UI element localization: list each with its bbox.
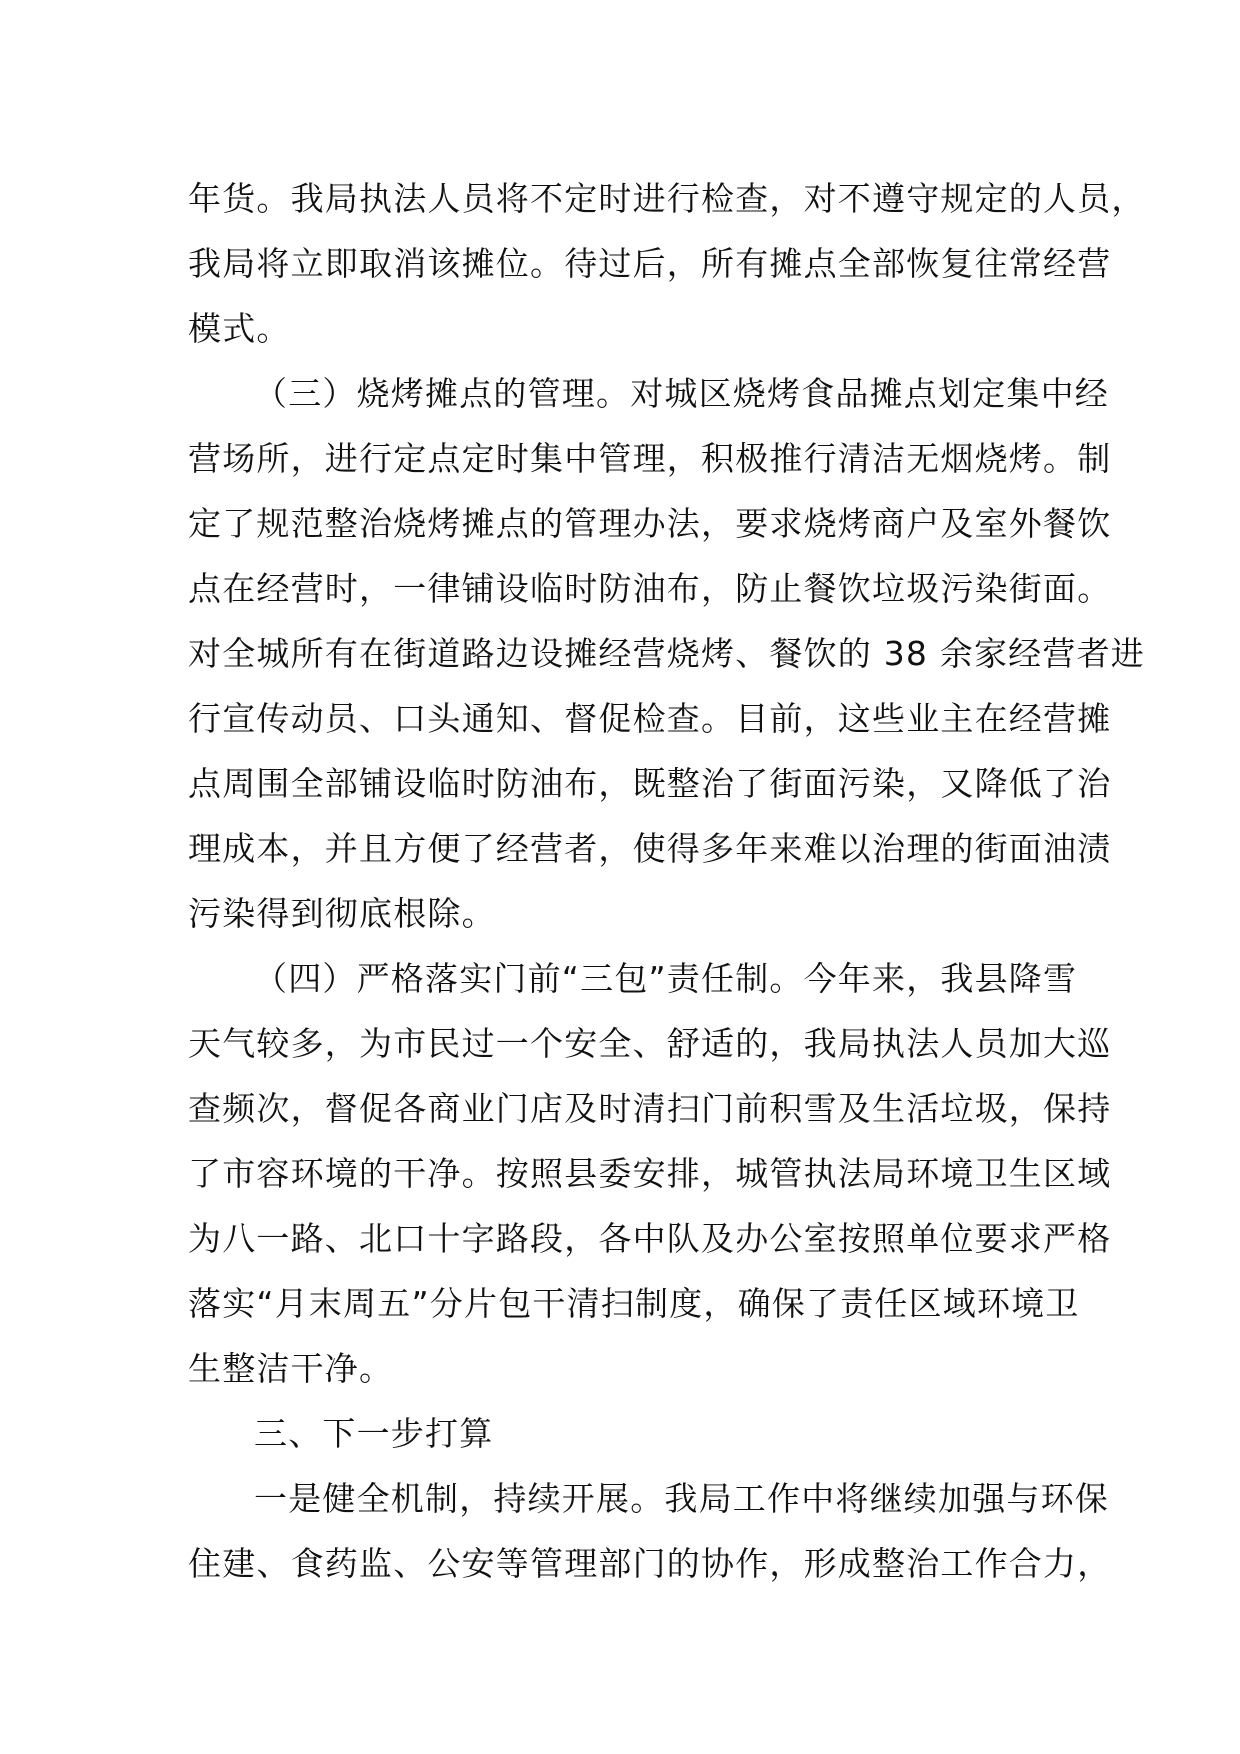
- text-line: 一是健全机制，持续开展。我局工作中将继续加强与环保: [254, 1479, 1109, 1518]
- text-line: 生整洁干净。: [188, 1349, 394, 1388]
- section-heading-3: （三）烧烤摊点的管理。对城区烧烤食品摊点划定集中经: [254, 374, 1109, 413]
- text-line: 对全城所有在街道路边设摊经营烧烤、餐饮的 38 余家经营者进: [188, 634, 1145, 673]
- text-line: 落实“月末周五”分片包干清扫制度，确保了责任区域环境卫: [188, 1284, 1080, 1323]
- text-line: 住建、食药监、公安等管理部门的协作，形成整治工作合力，: [188, 1544, 1112, 1583]
- text-line: 行宣传动员、口头通知、督促检查。目前，这些业主在经营摊: [188, 699, 1112, 738]
- text-line: 天气较多，为市民过一个安全、舒适的，我局执法人员加大巡: [188, 1024, 1112, 1063]
- section-heading-next-steps: 三、下一步打算: [254, 1414, 494, 1453]
- text-line: 理成本，并且方便了经营者，使得多年来难以治理的街面油渍: [188, 829, 1112, 868]
- text-line: 查频次，督促各商业门店及时清扫门前积雪及生活垃圾，保持: [188, 1089, 1112, 1128]
- text-line: 为八一路、北口十字路段，各中队及办公室按照单位要求严格: [188, 1219, 1112, 1258]
- text-line: 点周围全部铺设临时防油布，既整治了街面污染，又降低了治: [188, 764, 1112, 803]
- text-line: 点在经营时，一律铺设临时防油布，防止餐饮垃圾污染街面。: [188, 569, 1112, 608]
- text-line: 了市容环境的干净。按照县委安排，城管执法局环境卫生区域: [188, 1154, 1112, 1193]
- section-heading-4: （四）严格落实门前“三包”责任制。今年来，我县降雪: [254, 959, 1078, 998]
- text-line: 模式。: [188, 309, 291, 348]
- text-line: 定了规范整治烧烤摊点的管理办法，要求烧烤商户及室外餐饮: [188, 504, 1112, 543]
- text-line: 污染得到彻底根除。: [188, 894, 496, 933]
- text-line: 我局将立即取消该摊位。待过后，所有摊点全部恢复往常经营: [188, 244, 1112, 283]
- text-line: 年货。我局执法人员将不定时进行检查，对不遵守规定的人员，: [188, 179, 1146, 218]
- text-line: 营场所，进行定点定时集中管理，积极推行清洁无烟烧烤。制: [188, 439, 1112, 478]
- document-body: [188, 166, 1146, 1596]
